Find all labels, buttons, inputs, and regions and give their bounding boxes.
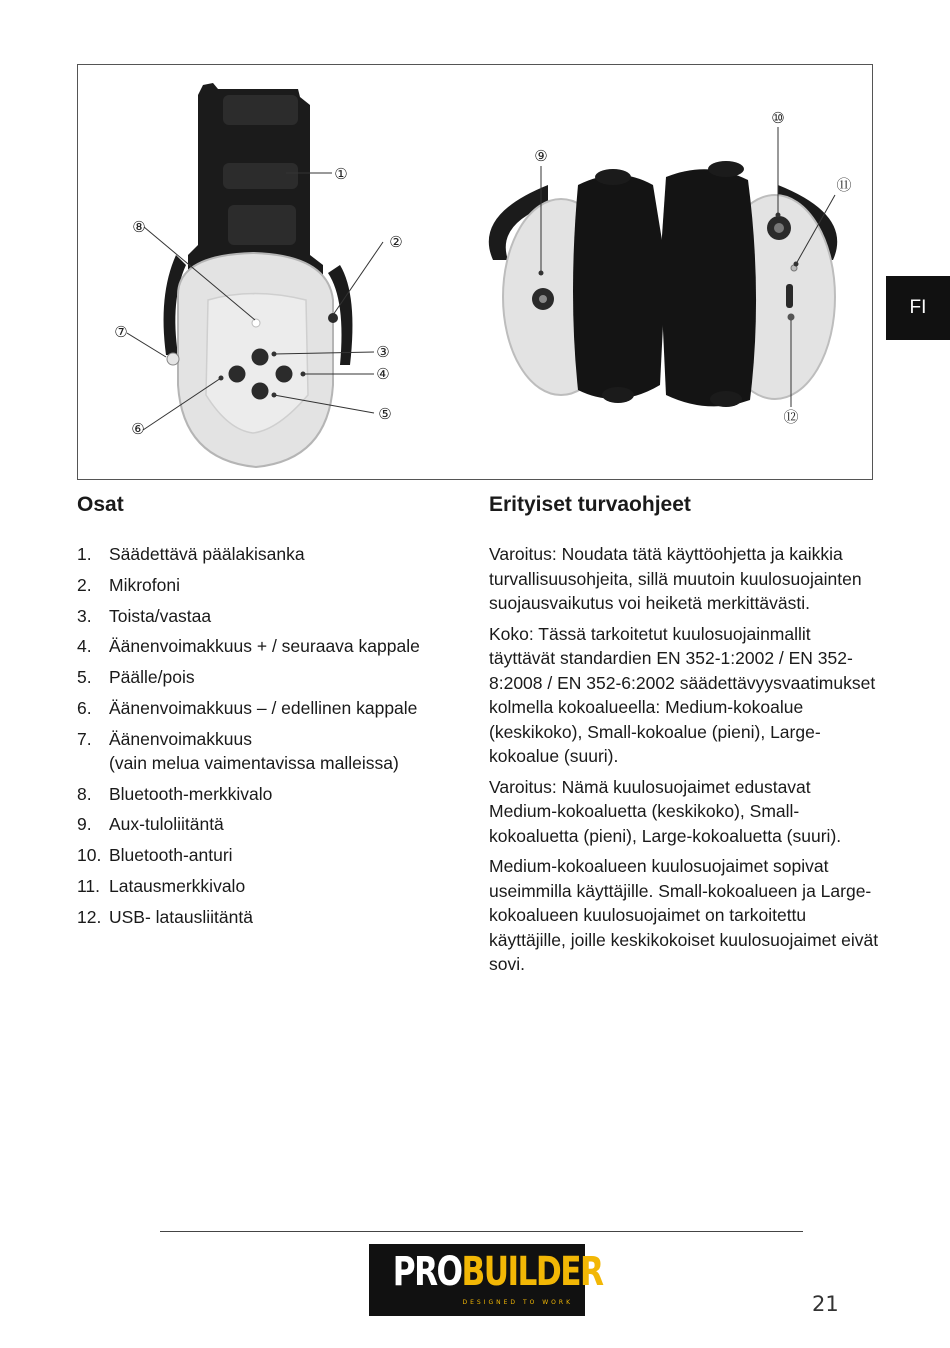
list-item — [77, 665, 457, 689]
callout-4: ④ — [376, 365, 390, 383]
callout-12: ⑫ — [783, 408, 799, 426]
earmuff-illustration — [78, 65, 874, 481]
list-item-text: Mikrofoni — [109, 574, 180, 595]
callout-5: ⑤ — [378, 405, 392, 423]
probuilder-logo — [369, 1244, 603, 1316]
list-item-text: Äänenvoimakkuus + / seuraava kappale — [109, 636, 420, 657]
safety-section — [489, 490, 879, 983]
logo-tagline: DESIGNED TO WORK — [462, 1299, 573, 1306]
safety-paragraph: Varoitus: Nämä kuulosuojaimet edustavat Medium-kokoaluetta (keskikoko), Small-kokoaluetta (pieni), Large-kokoaluetta (suuri). — [489, 776, 842, 846]
list-item-subtext: (vain melua vaimentavissa malleissa) — [109, 752, 399, 773]
list-item-text-wrap — [109, 843, 457, 867]
list-item-number: 10. — [77, 845, 102, 866]
list-item-text-wrap — [109, 634, 457, 658]
callout-1: ① — [334, 165, 348, 183]
list-item-text: Säädettävä päälakisanka — [109, 544, 305, 564]
callout-10: ⑩ — [771, 109, 785, 127]
parts-section — [77, 490, 457, 936]
list-item — [77, 812, 457, 836]
list-item-number: 5. — [77, 667, 92, 688]
list-item-text-wrap — [109, 573, 457, 597]
list-item-number: 2. — [77, 574, 92, 595]
earmuff-side-view — [127, 83, 383, 467]
parts-list — [77, 542, 457, 929]
list-item-text: USB- latausliitäntä — [109, 906, 253, 927]
callout-11: ⑪ — [836, 176, 852, 194]
callout-9: ⑨ — [534, 147, 548, 165]
list-item-text-wrap — [109, 874, 457, 898]
list-item-text: Päälle/pois — [109, 667, 195, 688]
list-item — [77, 634, 457, 658]
list-item-number: 12. — [77, 906, 102, 927]
product-figure — [77, 64, 873, 480]
list-item-number: 11. — [77, 875, 101, 896]
list-item-number: 6. — [77, 697, 92, 718]
callout-8: ⑧ — [132, 218, 146, 236]
list-item-text-wrap — [109, 665, 457, 689]
list-item — [77, 874, 457, 898]
list-item — [77, 604, 457, 628]
list-item-text: Bluetooth-merkkivalo — [109, 783, 273, 804]
safety-heading: Erityiset turvaohjeet — [489, 493, 691, 516]
list-item-text-wrap — [109, 727, 457, 775]
language-tab: FI — [886, 276, 950, 340]
parts-heading: Osat — [77, 493, 124, 516]
page-number: 21 — [812, 1292, 839, 1316]
list-item-text: Äänenvoimakkuus – / edellinen kappale — [109, 697, 418, 718]
callout-2: ② — [389, 233, 403, 251]
list-item — [77, 782, 457, 806]
list-item-text-wrap — [109, 782, 457, 806]
list-item-text: Aux-tuloliitäntä — [109, 814, 224, 835]
list-item-text: Äänenvoimakkuus — [109, 728, 252, 749]
list-item-text-wrap — [109, 812, 457, 836]
safety-paragraph: Medium-kokoalueen kuulosuojaimet sopivat useimmilla käyttäjille. Small-kokoalueen ja Large-kokoalueen kuulosuojaimet on tarkoitettu käyttäjille, joille keskikokoiset kuulosuojaimet eivät sovi. — [489, 856, 879, 974]
list-item — [77, 542, 457, 566]
list-item-number: 3. — [77, 605, 92, 626]
footer-divider — [160, 1231, 803, 1232]
list-item — [77, 573, 457, 597]
safety-text — [489, 542, 879, 977]
earmuff-top-view — [489, 127, 837, 407]
list-item-text-wrap — [109, 604, 457, 628]
list-item-text: Latausmerkkivalo — [109, 875, 246, 896]
list-item — [77, 905, 457, 929]
callout-3: ③ — [376, 343, 390, 361]
list-item-text-wrap — [109, 542, 457, 566]
list-item — [77, 843, 457, 867]
list-item-number: 7. — [77, 728, 92, 749]
list-item-number: 8. — [77, 783, 92, 804]
callout-6: ⑥ — [131, 420, 145, 438]
safety-paragraph: Koko: Tässä tarkoitetut kuulosuojainmallit täyttävät standardien EN 352-1:2002 / EN 352-8:2008 / EN 352-6:2002 säädettävyysvaatimukset kolmella kokoalueella: Medium-kokoalue (keskikoko), Small-kokoalue (pieni), Large-kokoalue (suuri). — [489, 623, 876, 766]
logo-wordmark: PROBUILDER — [392, 1249, 603, 1295]
list-item-text-wrap — [109, 905, 457, 929]
list-item — [77, 696, 457, 720]
list-item-text-wrap — [109, 696, 457, 720]
list-item-text: Toista/vastaa — [109, 605, 212, 626]
list-item-number: 9. — [77, 814, 92, 835]
list-item-text: Bluetooth-anturi — [109, 845, 233, 866]
list-item-number: 4. — [77, 636, 92, 657]
safety-paragraph: Varoitus: Noudata tätä käyttöohjetta ja kaikkia turvallisuusohjeita, sillä muutoin kuulosuojainten suojausvaikutus voi heiketä merkittävästi. — [489, 544, 862, 613]
list-item — [77, 727, 457, 775]
list-item-number: 1. — [77, 544, 92, 564]
callout-7: ⑦ — [114, 323, 128, 341]
